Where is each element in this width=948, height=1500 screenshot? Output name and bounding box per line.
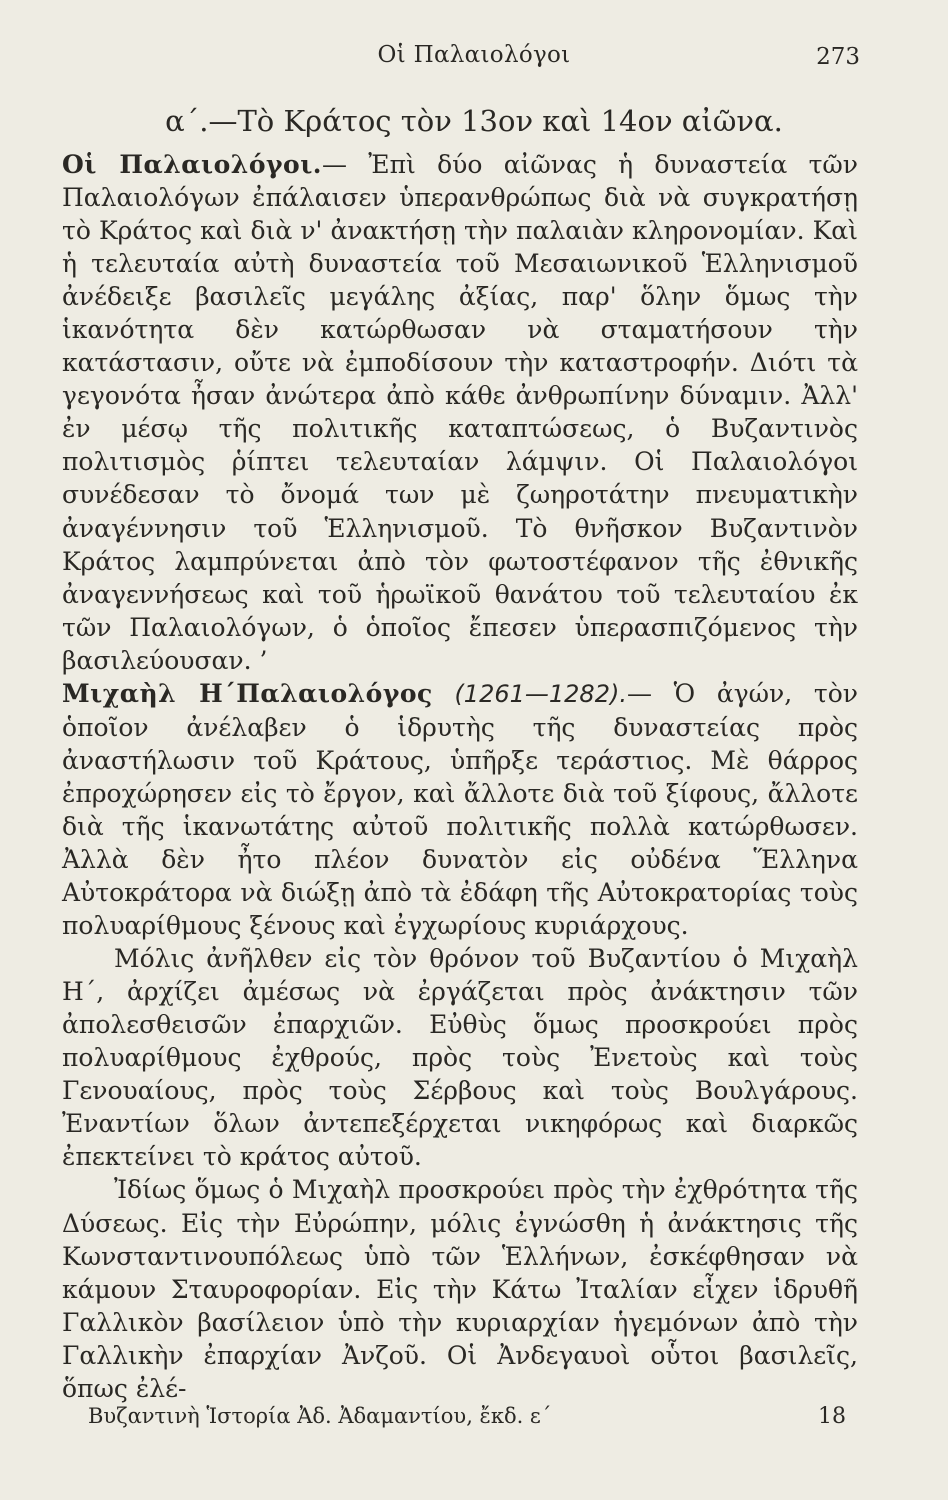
run-in-heading: Μιχαὴλ Η΄Παλαιολόγος — [62, 678, 433, 708]
paragraph-text: Μόλις ἀνῆλθεν εἰς τὸν θρόνον τοῦ Βυζαντίου ὁ Μιχαὴλ Η΄, ἀρχίζει ἀμέσως νὰ ἐργάζεται πρὸς ἀνάκτησιν τῶν ἀπολεσθεισῶν ἐπαρχιῶν. Εὐθὺς ὅμως προσκρούει πρὸς πολυαρίθμους ἐχθρούς, πρὸς τοὺς Ἐνετοὺς καὶ τοὺς Γενουαίους, πρὸς τοὺς Σέρβους καὶ τοὺς Βουλγάρους. Ἐναντίων ὅλων ἀντεπεξέρχεται νικηφόρως καὶ διαρκῶς ἐπεκτείνει τὸ κράτος αὐτοῦ. — [62, 944, 858, 1172]
body-text — [62, 148, 858, 1405]
paragraph-text: — Ὁ ἀγών, τὸν ὁποῖον ἀνέλαβεν ὁ ἱδρυτὴς τῆς δυναστείας πρὸς ἀναστήλωσιν τοῦ Κράτους, ὑπῆρξε τεράστιος. Μὲ θάρρος ἐπροχώρησεν εἰς τὸ ἔργον, καὶ ἄλλοτε διὰ τοῦ ξίφους, ἄλλοτε διὰ τῆς ἱκανωτάτης αὐτοῦ πολιτικῆς πολλὰ κατώρθωσεν. Ἀλλὰ δὲν ἦτο πλέον δυνατὸν εἰς οὐδένα Ἕλληνα Αὐτοκράτορα νὰ διώξῃ ἀπὸ τὰ ἐδάφη τῆς Αὐτοκρατορίας τοὺς πολυαρίθμους ξένους καὶ ἐγχωρίους κυριάρχους. — [62, 678, 858, 941]
page-number: 273 — [816, 44, 860, 70]
reign-dates: (1261—1282). — [454, 679, 627, 708]
paragraph-text: Ἰδίως ὅμως ὁ Μιχαὴλ προσκρούει πρὸς τὴν ἐχθρότητα τῆς Δύσεως. Εἰς τὴν Εὐρώπην, μόλις ἐγνώσθη ἡ ἀνάκτησις τῆς Κωνσταντινουπόλεως ὑπὸ τῶν Ἑλλήνων, ἐσκέφθησαν νὰ κάμουν Σταυροφορίαν. Εἰς τὴν Κάτω Ἰταλίαν εἶχεν ἱδρυθῆ Γαλλικὸν βασίλειον ὑπὸ τὴν κυριαρχίαν ἡγεμόνων ἀπὸ τὴν Γαλλικὴν ἐπαρχίαν Ἀνζοῦ. Οἱ Ἀνδεγαυοὶ οὗτοι βασιλεῖς, ὅπως ἐλέ- — [62, 1175, 858, 1403]
paragraph-palaiologoi — [62, 148, 858, 677]
paragraph-text: — Ἐπὶ δύο αἰῶνας ἡ δυναστεία τῶν Παλαιολόγων ἐπάλαισεν ὑπερανθρώπως διὰ νὰ συγκρατήσῃ τὸ Κράτος καὶ διὰ ν' ἀνακτήσῃ τὴν παλαιὰν κληρονομίαν. Καὶ ἡ τελευταία αὐτὴ δυναστεία τοῦ Μεσαιωνικοῦ Ἑλληνισμοῦ ἀνέδειξε βασιλεῖς μεγάλης ἀξίας, παρ' ὅλην ὅμως τὴν ἱκανότητα δὲν κατώρθωσαν νὰ σταματήσουν τὴν κατάστασιν, οὔτε νὰ ἐμποδίσουν τὴν καταστροφήν. Διότι τὰ γεγονότα ἦσαν ἀνώτερα ἀπὸ κάθε ἀνθρωπίνην δύναμιν. Ἀλλ' ἐν μέσῳ τῆς πολιτικῆς καταπτώσεως, ὁ Βυζαντινὸς πολιτισμὸς ῥίπτει τελευταίαν λάμψιν. Οἱ Παλαιολόγοι συνέδεσαν τὸ ὄνομά των μὲ ζωηροτάτην πνευματικὴν ἀναγέννησιν τοῦ Ἑλληνισμοῦ. Τὸ θνῆσκον Βυζαντινὸν Κράτος λαμπρύνεται ἀπὸ τὸν φωτοστέφανον τῆς ἐθνικῆς ἀναγεννήσεως καὶ τοῦ ἡρωϊκοῦ θανάτου τοῦ τελευταίου ἐκ τῶν Παλαιολόγων, ὁ ὁποῖος ἔπεσεν ὑπερασπιζόμενος τὴν βασιλεύουσαν. ’ — [62, 150, 858, 675]
run-in-heading: Οἱ Παλαιολόγοι. — [62, 150, 322, 179]
paragraph-michael-viii — [62, 677, 858, 942]
running-title: Οἱ Παλαιολόγοι — [377, 42, 571, 68]
section-heading: α΄.—Τὸ Κράτος τὸν 13ον καὶ 14ον αἰῶνα. — [165, 104, 783, 138]
page-footer — [0, 1404, 948, 1440]
paragraph — [62, 1173, 858, 1404]
running-head — [0, 40, 948, 80]
paragraph — [62, 942, 858, 1173]
signature-mark: 18 — [818, 1404, 846, 1429]
footer-imprint: Βυζαντινὴ Ἱστορία Ἀδ. Ἀδαμαντίου, ἔκδ. ε΄ — [88, 1404, 552, 1428]
